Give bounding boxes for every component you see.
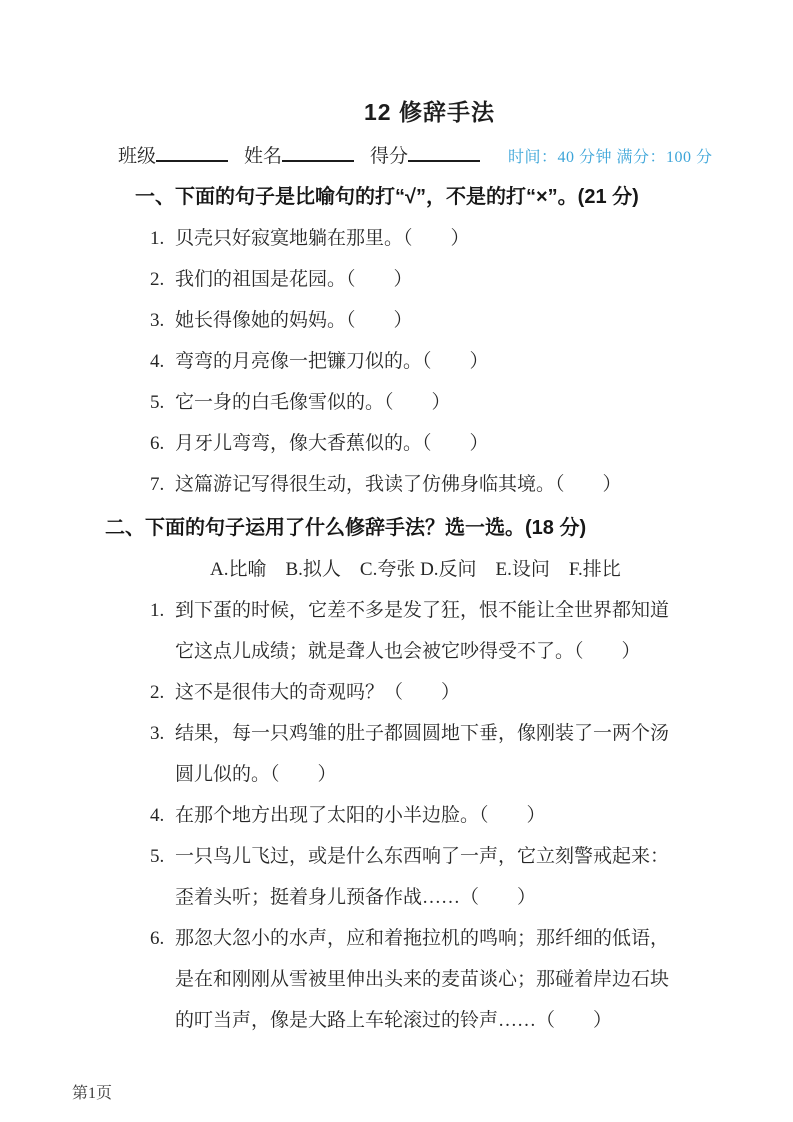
question-number: 7.: [150, 474, 165, 495]
worksheet-body: [0, 177, 793, 1041]
question-item: [150, 713, 793, 795]
question-text: 那忽大忽小的水声，应和着拖拉机的鸣响；那纤细的低语， 是在和刚刚从雪被里伸出头来的麦苗谈心；那碰着岸边石块 的叮当声，像是大路上车轮滚过的铃声……（ ）: [175, 928, 670, 1031]
class-label: 班级: [118, 146, 157, 167]
question-item: [150, 795, 793, 836]
page-title: 12 修辞手法: [364, 99, 495, 125]
question-list-two: [150, 590, 793, 1041]
question-number: 6.: [150, 433, 165, 454]
question-item: [150, 218, 793, 259]
question-text: 它一身的白毛像雪似的。（ ）: [175, 392, 451, 413]
question-number: 5.: [150, 392, 165, 413]
question-number: 2.: [150, 682, 165, 703]
question-item: [150, 259, 793, 300]
question-text: 我们的祖国是花园。（ ）: [175, 269, 413, 290]
options-line: A.比喻 B.拟人 C.夸张 D.反问 E.设问 F.排比: [210, 559, 621, 580]
student-info-row: [118, 143, 793, 169]
score-blank: [408, 143, 480, 162]
name-blank: [282, 143, 354, 162]
question-item: [150, 300, 793, 341]
question-number: 6.: [150, 928, 165, 949]
question-text: 这不是很伟大的奇观吗？（ ）: [175, 682, 461, 703]
question-item: [150, 341, 793, 382]
question-item: [150, 464, 793, 505]
question-item: [150, 672, 793, 713]
question-text: 一只鸟儿飞过，或是什么东西响了一声，它立刻警戒起来： 歪着头听；挺着身儿预备作战……（ ）: [175, 846, 670, 908]
question-number: 4.: [150, 805, 165, 826]
question-text: 到下蛋的时候，它差不多是发了狂，恨不能让全世界都知道 它这点儿成绩；就是聋人也会被它吵得受不了。（ ）: [175, 600, 670, 662]
question-number: 1.: [150, 600, 165, 621]
question-number: 1.: [150, 228, 165, 249]
question-text: 这篇游记写得很生动，我读了仿佛身临其境。（ ）: [175, 474, 622, 495]
exam-meta: 时间：40 分钟 满分：100 分: [508, 149, 713, 166]
question-list-one: [150, 218, 793, 505]
question-item: [150, 423, 793, 464]
section-one-heading: 一、下面的句子是比喻句的打“√”，不是的打“×”。(21 分): [135, 186, 639, 208]
question-text: 结果，每一只鸡雏的肚子都圆圆地下垂，像刚装了一两个汤 圆儿似的。（ ）: [175, 723, 670, 785]
question-text: 月牙儿弯弯，像大香蕉似的。（ ）: [175, 433, 489, 454]
name-label: 姓名: [244, 146, 283, 167]
question-text: 她长得像她的妈妈。（ ）: [175, 310, 413, 331]
question-number: 4.: [150, 351, 165, 372]
question-item: [150, 918, 793, 1041]
section-two-heading: 二、下面的句子运用了什么修辞手法？选一选。(18 分): [105, 517, 587, 539]
question-number: 3.: [150, 310, 165, 331]
class-blank: [156, 143, 228, 162]
question-text: 贝壳只好寂寞地躺在那里。（ ）: [175, 228, 470, 249]
question-number: 2.: [150, 269, 165, 290]
question-text: 在那个地方出现了太阳的小半边脸。（ ）: [175, 805, 546, 826]
score-label: 得分: [370, 146, 409, 167]
question-number: 5.: [150, 846, 165, 867]
question-item: [150, 382, 793, 423]
question-item: [150, 590, 793, 672]
question-item: [150, 836, 793, 918]
question-text: 弯弯的月亮像一把镰刀似的。（ ）: [175, 351, 489, 372]
page-footer: 第1页: [72, 1085, 113, 1102]
question-number: 3.: [150, 723, 165, 744]
